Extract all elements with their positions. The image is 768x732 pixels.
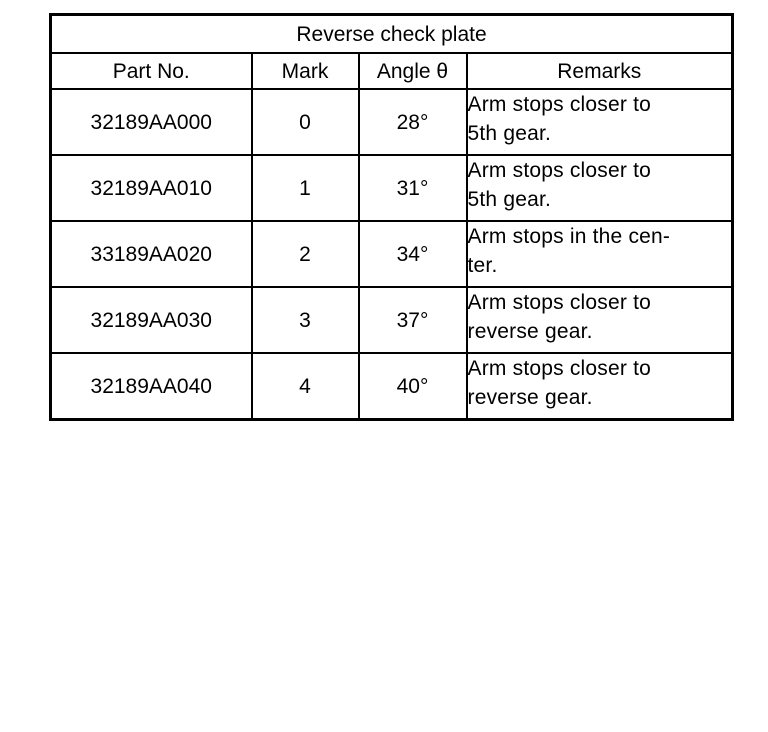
- remarks-line: reverse gear.: [467, 386, 593, 409]
- remarks-cell: [467, 221, 733, 287]
- mark-cell: 2: [252, 221, 359, 287]
- table-header-row: [51, 53, 733, 89]
- table-title-row: [51, 15, 733, 54]
- reverse-check-plate-table: [49, 13, 734, 421]
- mark-cell: 0: [252, 89, 359, 155]
- angle-cell: 34°: [359, 221, 467, 287]
- table-row: [51, 353, 733, 420]
- column-header-remarks: Remarks: [467, 53, 733, 89]
- remarks-cell: [467, 353, 733, 420]
- remarks-line: Arm stops closer to: [467, 159, 652, 182]
- part-number-cell: 33189AA020: [51, 221, 252, 287]
- table-row: [51, 155, 733, 221]
- column-header-part-no: Part No.: [51, 53, 252, 89]
- remarks-line: Arm stops closer to: [467, 357, 652, 380]
- angle-cell: 37°: [359, 287, 467, 353]
- part-number-cell: 32189AA040: [51, 353, 252, 420]
- mark-cell: 4: [252, 353, 359, 420]
- mark-cell: 1: [252, 155, 359, 221]
- remarks-line: 5th gear.: [467, 188, 552, 211]
- reverse-check-plate-table-container: [49, 13, 731, 421]
- remarks-line: Arm stops in the cen-: [467, 225, 671, 248]
- remarks-cell: [467, 89, 733, 155]
- remarks-line: 5th gear.: [467, 122, 552, 145]
- remarks-line: ter.: [467, 254, 498, 277]
- remarks-line: Arm stops closer to: [467, 291, 652, 314]
- angle-cell: 28°: [359, 89, 467, 155]
- remarks-line: Arm stops closer to: [467, 93, 652, 116]
- remarks-line: reverse gear.: [467, 320, 593, 343]
- mark-cell: 3: [252, 287, 359, 353]
- part-number-cell: 32189AA030: [51, 287, 252, 353]
- table-title: Reverse check plate: [51, 15, 733, 54]
- part-number-cell: 32189AA000: [51, 89, 252, 155]
- angle-cell: 31°: [359, 155, 467, 221]
- part-number-cell: 32189AA010: [51, 155, 252, 221]
- column-header-mark: Mark: [252, 53, 359, 89]
- remarks-cell: [467, 287, 733, 353]
- angle-cell: 40°: [359, 353, 467, 420]
- remarks-cell: [467, 155, 733, 221]
- table-row: [51, 221, 733, 287]
- column-header-angle: Angle θ: [359, 53, 467, 89]
- table-row: [51, 287, 733, 353]
- table-row: [51, 89, 733, 155]
